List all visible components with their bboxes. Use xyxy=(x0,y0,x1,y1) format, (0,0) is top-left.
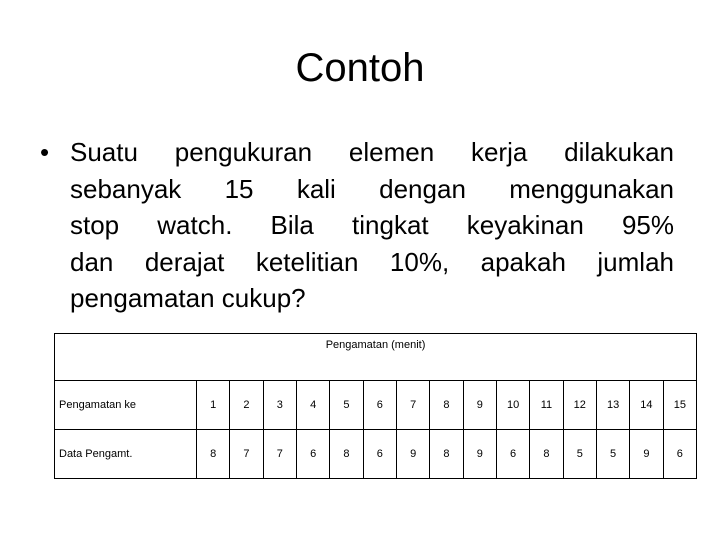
table-row xyxy=(55,381,697,430)
table-cell: 2 xyxy=(230,381,263,430)
row-label: Data Pengamt. xyxy=(55,430,197,479)
bullet-line: pengamatan cukup? xyxy=(70,283,306,313)
table-cell: 6 xyxy=(496,430,529,479)
table-cell: 4 xyxy=(296,381,329,430)
table-cell: 6 xyxy=(663,430,697,479)
table-cell: 15 xyxy=(663,381,697,430)
table-cell: 1 xyxy=(197,381,230,430)
table-cell: 9 xyxy=(630,430,663,479)
table-cell: 9 xyxy=(396,430,429,479)
table-cell: 7 xyxy=(396,381,429,430)
table-cell: 9 xyxy=(463,430,496,479)
table-cell: 8 xyxy=(197,430,230,479)
slide-title: Contoh xyxy=(295,46,425,90)
table-cell: 11 xyxy=(530,381,563,430)
table-row xyxy=(55,430,697,479)
table-cell: 10 xyxy=(496,381,529,430)
table-cell: 8 xyxy=(430,430,463,479)
bullet-line: stop watch. Bila tingkat keyakinan 95% xyxy=(70,210,674,240)
table-cell: 8 xyxy=(530,430,563,479)
table-cell: 8 xyxy=(330,430,363,479)
bullet-line: sebanyak 15 kali dengan menggunakan xyxy=(70,173,674,204)
bullet-text xyxy=(70,134,674,317)
table-cell: 7 xyxy=(230,430,263,479)
table-cell: 6 xyxy=(363,381,396,430)
row-label: Pengamatan ke xyxy=(55,381,197,430)
bullet-line: Suatu pengukuran elemen kerja dilakukan xyxy=(70,137,674,167)
table-caption: Pengamatan (menit) xyxy=(55,334,697,381)
table-cell: 7 xyxy=(263,430,296,479)
table-cell: 13 xyxy=(596,381,629,430)
table-cell: 8 xyxy=(430,381,463,430)
table-cell: 12 xyxy=(563,381,596,430)
table-cell: 5 xyxy=(330,381,363,430)
table-cell: 14 xyxy=(630,381,663,430)
table-cell: 6 xyxy=(363,430,396,479)
table-cell: 3 xyxy=(263,381,296,430)
bullet-symbol: • xyxy=(40,137,50,167)
table-cell: 5 xyxy=(563,430,596,479)
bullet-line: dan derajat ketelitian 10%, apakah jumlah xyxy=(70,246,674,277)
table-cell: 6 xyxy=(296,430,329,479)
table-cell: 9 xyxy=(463,381,496,430)
table-cell: 5 xyxy=(596,430,629,479)
observation-table xyxy=(54,333,697,479)
